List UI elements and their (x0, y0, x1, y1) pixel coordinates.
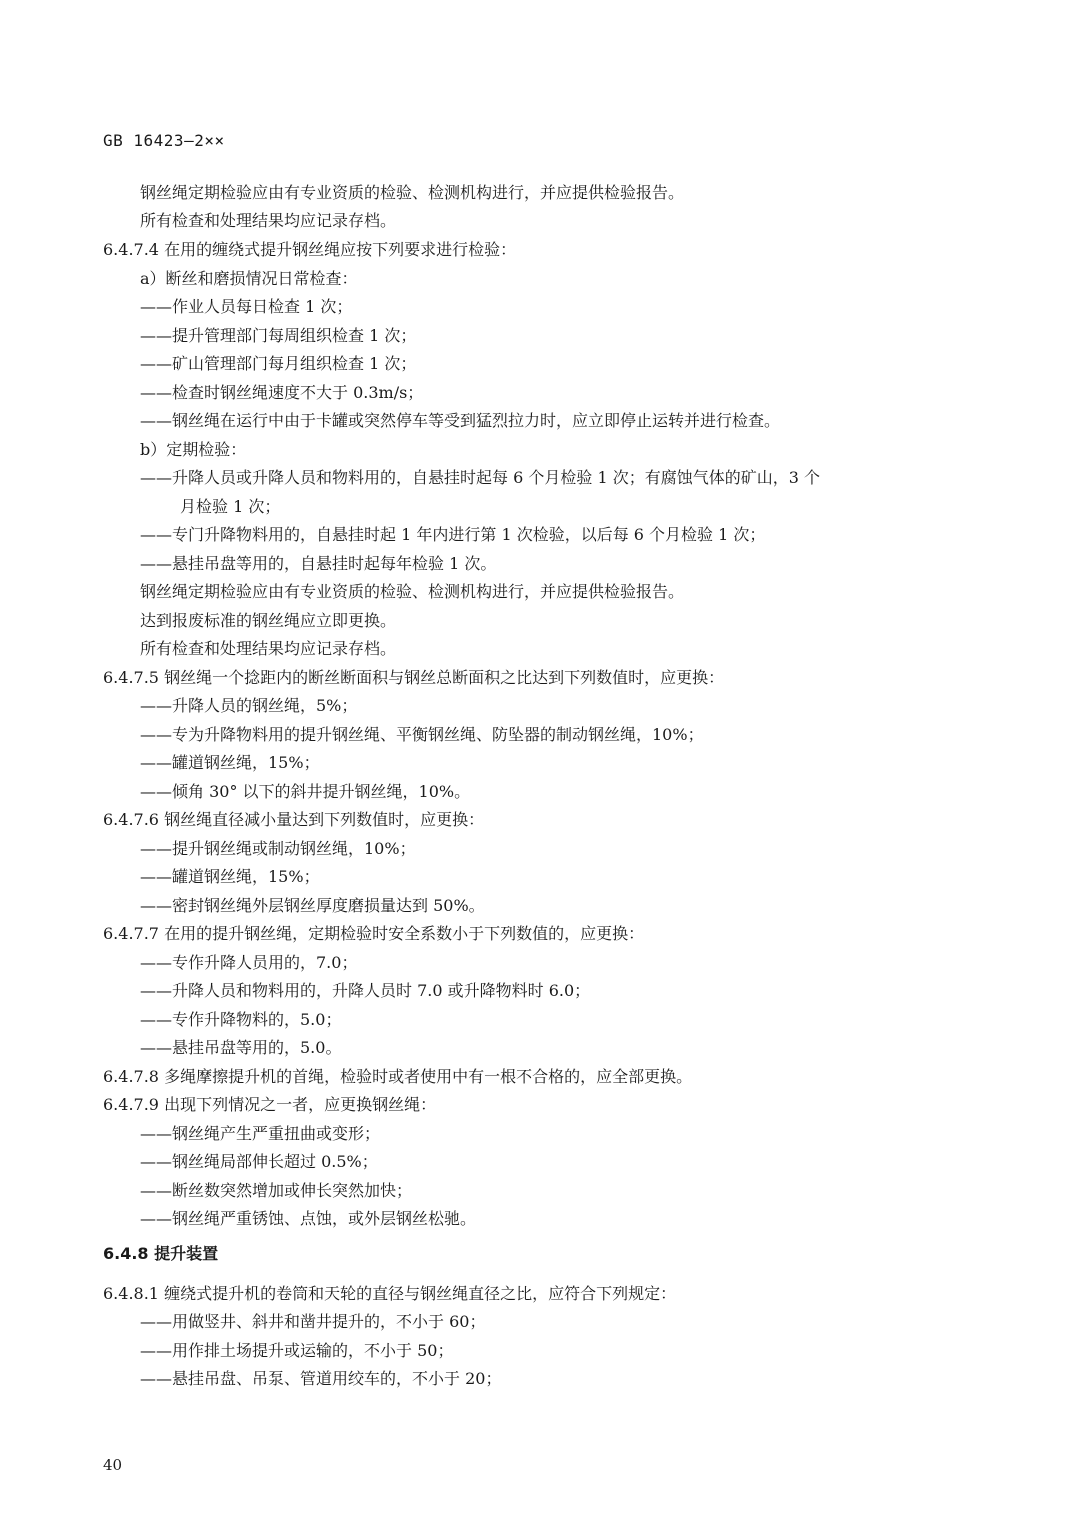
list-item: ——罐道钢丝绳，15%； (140, 753, 320, 772)
list-item: ——提升管理部门每周组织检查 1 次； (140, 326, 417, 345)
list-item: ——提升钢丝绳或制动钢丝绳，10%； (140, 839, 416, 858)
text-line: 所有检查和处理结果均应记录存档。 (140, 639, 397, 658)
text-line: 达到报废标准的钢丝绳应立即更换。 (140, 611, 397, 630)
list-item: ——钢丝绳严重锈蚀、点蚀，或外层钢丝松驰。 (140, 1209, 477, 1228)
clause-heading: 6.4.7.8 多绳摩擦提升机的首绳，检验时或者使用中有一根不合格的，应全部更换。 (103, 1067, 693, 1086)
list-item: ——升降人员或升降人员和物料用的，自悬挂时起每 6 个月检验 1 次；有腐蚀气体的矿山，3 个 (140, 468, 820, 487)
clause-heading: 6.4.7.7 在用的提升钢丝绳，定期检验时安全系数小于下列数值的，应更换： (103, 924, 645, 943)
page-number: 40 (103, 1456, 123, 1474)
list-item: ——检查时钢丝绳速度不大于 0.3m/s； (140, 383, 424, 402)
list-item: ——用做竖井、斜井和凿井提升的，不小于 60； (140, 1312, 486, 1331)
clause-heading: 6.4.7.6 钢丝绳直径减小量达到下列数值时，应更换： (103, 810, 485, 829)
list-item: ——悬挂吊盘等用的，自悬挂时起每年检验 1 次。 (140, 554, 497, 573)
list-item: ——专为升降物料用的提升钢丝绳、平衡钢丝绳、防坠器的制动钢丝绳，10%； (140, 725, 704, 744)
list-item: ——钢丝绳产生严重扭曲或变形； (140, 1124, 381, 1143)
text-line: 钢丝绳定期检验应由有专业资质的检验、检测机构进行，并应提供检验报告。 (140, 582, 685, 601)
clause-heading: 6.4.7.5 钢丝绳一个捻距内的断丝断面积与钢丝总断面积之比达到下列数值时，应更换： (103, 668, 725, 687)
text-line: 所有检查和处理结果均应记录存档。 (140, 211, 397, 230)
list-item: ——作业人员每日检查 1 次； (140, 297, 353, 316)
list-item: ——专作升降物料的，5.0； (140, 1010, 342, 1029)
list-item: ——悬挂吊盘等用的，5.0。 (140, 1038, 342, 1057)
list-item: ——升降人员的钢丝绳，5%； (140, 696, 358, 715)
list-heading: b）定期检验： (140, 440, 247, 459)
document-header: GB 16423—2×× (103, 131, 225, 150)
clause-heading: 6.4.7.4 在用的缠绕式提升钢丝绳应按下列要求进行检验： (103, 240, 517, 259)
list-item: ——专门升降物料用的，自悬挂时起 1 年内进行第 1 次检验，以后每 6 个月检验 1 次； (140, 525, 766, 544)
list-item: ——密封钢丝绳外层钢丝厚度磨损量达到 50%。 (140, 896, 485, 915)
list-item: ——钢丝绳局部伸长超过 0.5%； (140, 1152, 378, 1171)
list-item: ——矿山管理部门每月组织检查 1 次； (140, 354, 417, 373)
list-item: ——专作升降人员用的，7.0； (140, 953, 358, 972)
list-item: ——升降人员和物料用的，升降人员时 7.0 或升降物料时 6.0； (140, 981, 591, 1000)
list-item: ——钢丝绳在运行中由于卡罐或突然停车等受到猛烈拉力时，应立即停止运转并进行检查。 (140, 411, 781, 430)
list-item: ——悬挂吊盘、吊泵、管道用绞车的，不小于 20； (140, 1369, 502, 1388)
list-heading: a）断丝和磨损情况日常检查： (140, 269, 358, 288)
list-item: ——用作排土场提升或运输的，不小于 50； (140, 1341, 454, 1360)
text-line: 钢丝绳定期检验应由有专业资质的检验、检测机构进行，并应提供检验报告。 (140, 183, 685, 202)
clause-heading: 6.4.7.9 出现下列情况之一者，应更换钢丝绳： (103, 1095, 437, 1114)
list-item-continuation: 月检验 1 次； (180, 497, 281, 516)
list-item: ——倾角 30° 以下的斜井提升钢丝绳，10%。 (140, 782, 471, 801)
list-item: ——罐道钢丝绳，15%； (140, 867, 320, 886)
section-title: 6.4.8 提升装置 (103, 1244, 219, 1263)
clause-heading: 6.4.8.1 缠绕式提升机的卷筒和天轮的直径与钢丝绳直径之比，应符合下列规定： (103, 1284, 677, 1303)
list-item: ——断丝数突然增加或伸长突然加快； (140, 1181, 413, 1200)
